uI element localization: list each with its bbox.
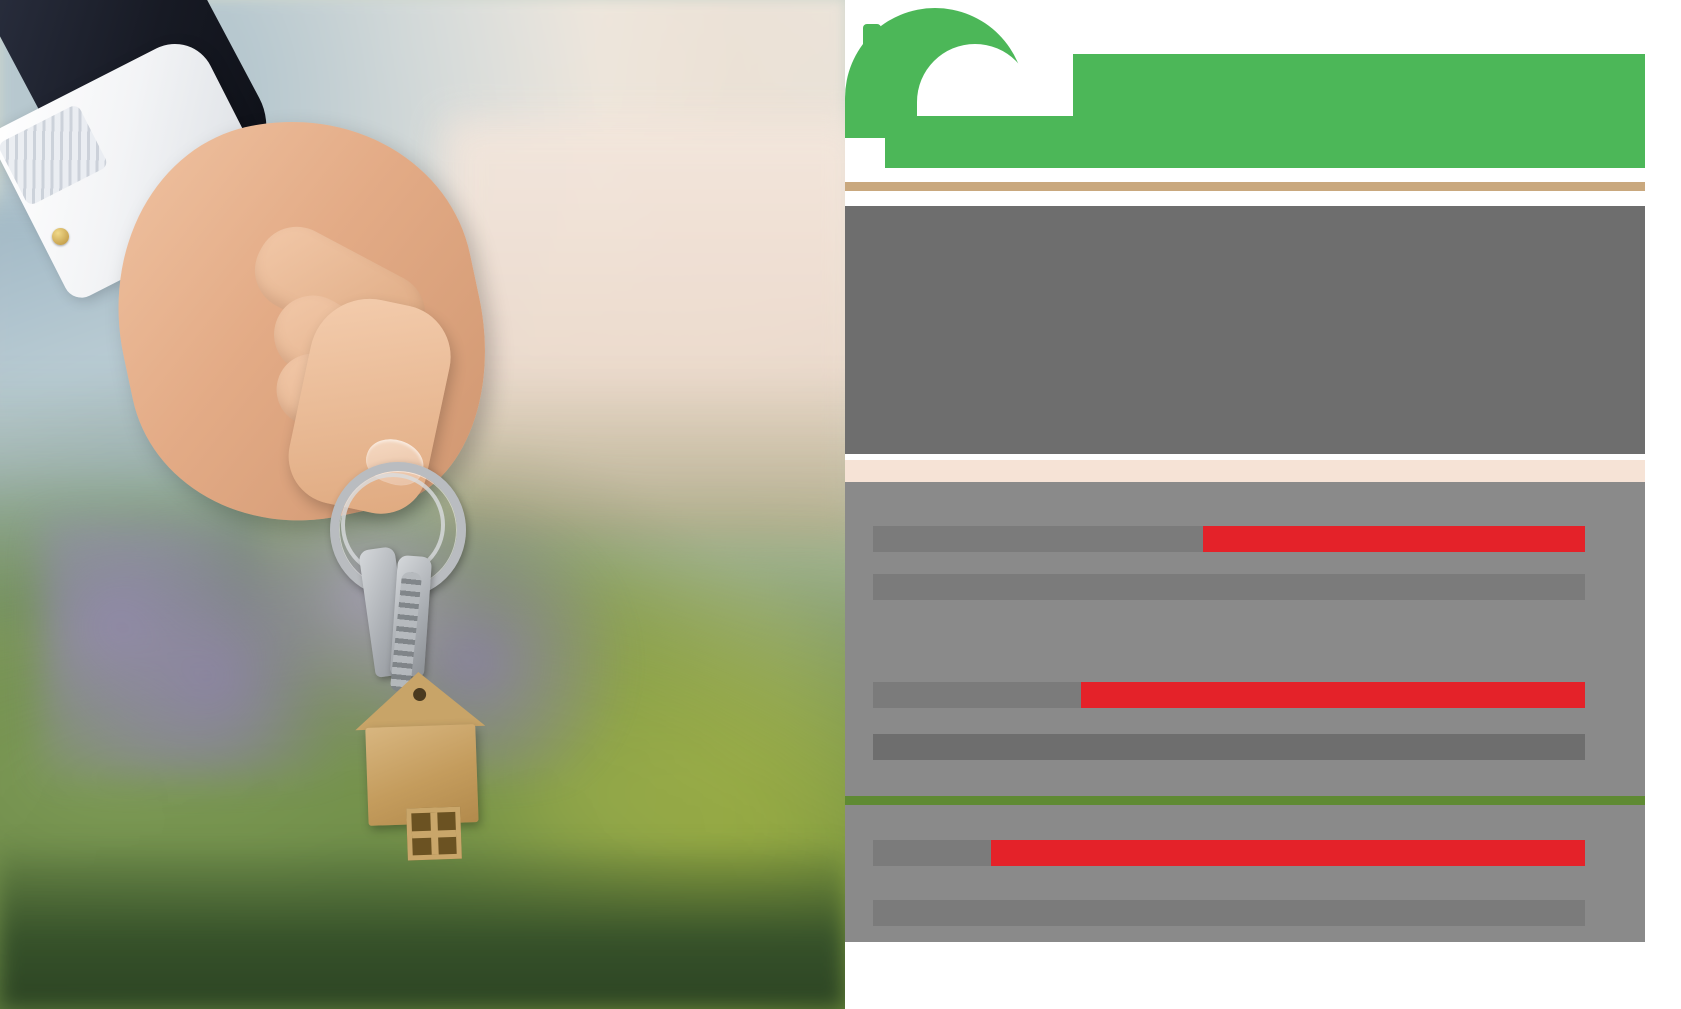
row-2-highlight	[1081, 682, 1585, 708]
row-3-line-2	[873, 900, 1585, 926]
row-2-line-2	[873, 734, 1585, 760]
divider-cream	[845, 460, 1645, 482]
house-window-icon	[406, 807, 462, 861]
row-3-lead	[873, 840, 991, 866]
background-ground	[0, 839, 845, 1009]
divider-tan	[845, 182, 1645, 191]
cuff-button	[52, 228, 69, 245]
logo-block	[845, 8, 1645, 178]
row-3-highlight	[991, 840, 1585, 866]
house-body	[365, 724, 478, 826]
row-1-highlight	[1203, 526, 1585, 552]
wooden-house-keychain	[353, 670, 488, 826]
logo-wordmark-lower	[885, 116, 1645, 168]
body-rows	[845, 482, 1645, 942]
logo-wordmark-upper	[1073, 54, 1645, 116]
headline-block	[845, 206, 1645, 454]
row-2-lead	[873, 682, 1081, 708]
content-panel	[845, 0, 1681, 1009]
row-1-lead	[873, 526, 1203, 552]
logo-stem	[863, 24, 881, 136]
row-1-line-2	[873, 574, 1585, 600]
divider-green	[845, 796, 1645, 805]
